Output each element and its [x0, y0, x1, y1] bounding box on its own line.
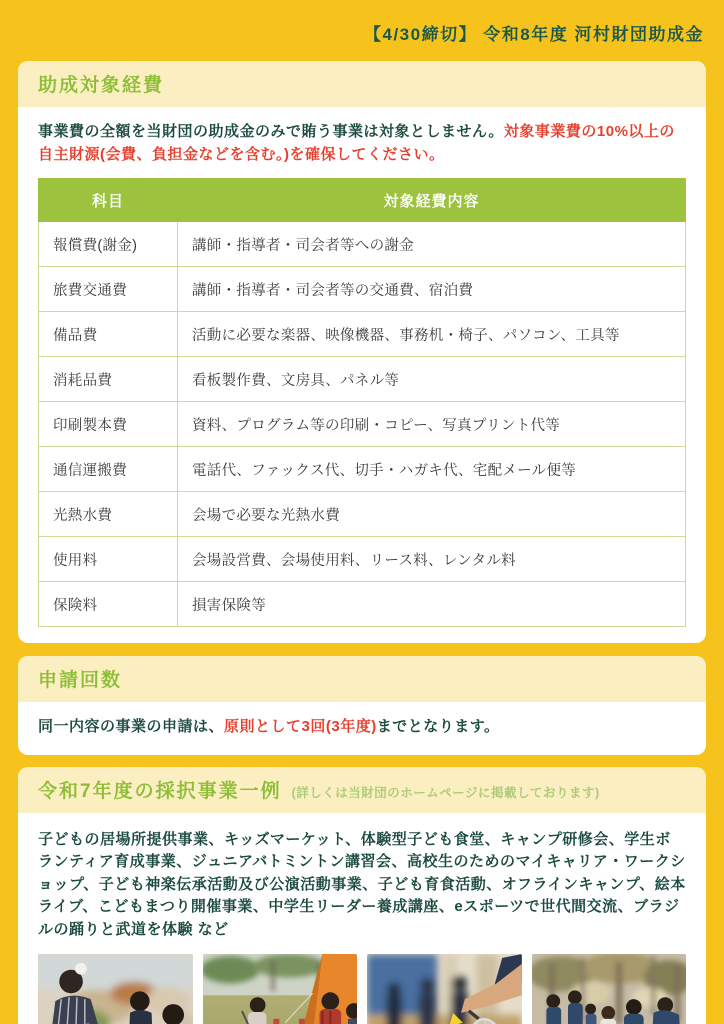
badminton-illustration [367, 954, 522, 1024]
section-expenses-body [18, 107, 706, 643]
examples-note: (詳しくは当財団のホームページに掲載しております) [291, 785, 600, 800]
section-heading-expenses: 助成対象経費 [38, 75, 165, 96]
photo-kids-market [38, 954, 193, 1024]
park-event-illustration [532, 954, 687, 1024]
cell-details: 講師・指導者・司会者等への謝金 [178, 222, 686, 267]
table-row [39, 537, 686, 582]
applications-text-after: までとなります。 [376, 718, 500, 735]
table-row [39, 222, 686, 267]
cell-subject: 旅費交通費 [39, 267, 178, 312]
cell-subject: 保険料 [39, 582, 178, 627]
camping-illustration [203, 954, 358, 1024]
table-header-row [39, 179, 686, 222]
intro-normal-text: 事業費の全額を当財団の助成金のみで賄う事業は対象としません。 [38, 123, 504, 140]
cell-details: 電話代、ファックス代、切手・ハガキ代、宅配メール便等 [178, 447, 686, 492]
cell-details: 講師・指導者・司会者等の交通費、宿泊費 [178, 267, 686, 312]
table-row [39, 312, 686, 357]
cell-details: 損害保険等 [178, 582, 686, 627]
section-heading-examples: 令和7年度の採択事業一例 [38, 780, 282, 802]
examples-list-text: 子どもの居場所提供事業、キッズマーケット、体験型子ども食堂、キャンプ研修会、学生ボランティア育成事業、ジュニアバトミントン講習会、高校生のためのマイキャリア・ワークショップ、子ども神楽伝承活動及び公演活動事業、子ども育食活動、オフラインキャンプ、絵本ライブ、こどもまつり開催事業、中学生リーダー養成講座、eスポーツで世代間交流、ブラジルの踊りと武道を体験 など [38, 830, 686, 938]
cell-subject: 光熱水費 [39, 492, 178, 537]
section-heading-applications: 申請回数 [38, 670, 123, 691]
photo-row [38, 954, 686, 1024]
cell-details: 会場設営費、会場使用料、リース料、レンタル料 [178, 537, 686, 582]
cell-details: 会場で必要な光熱水費 [178, 492, 686, 537]
table-row [39, 357, 686, 402]
section-heading-band [18, 767, 706, 813]
table-row [39, 447, 686, 492]
table-row [39, 402, 686, 447]
section-adopted-examples [18, 767, 706, 1024]
cell-subject: 報償費(謝金) [39, 222, 178, 267]
cell-subject: 通信運搬費 [39, 447, 178, 492]
column-header-subject: 科目 [39, 179, 178, 222]
page-title: 【4/30締切】 令和8年度 河村財団助成金 [364, 25, 704, 44]
section-application-count [18, 656, 706, 755]
table-row [39, 582, 686, 627]
section-examples-body [18, 813, 706, 1024]
table-row [39, 267, 686, 312]
kids-market-illustration [38, 954, 193, 1024]
photo-badminton [367, 954, 522, 1024]
cell-subject: 消耗品費 [39, 357, 178, 402]
applications-text-before: 同一内容の事業の申請は、 [38, 718, 225, 735]
cell-subject: 備品費 [39, 312, 178, 357]
cell-details: 活動に必要な楽器、映像機器、事務机・椅子、パソコン、工具等 [178, 312, 686, 357]
cell-subject: 印刷製本費 [39, 402, 178, 447]
table-row [39, 492, 686, 537]
section-heading-band [18, 61, 706, 107]
section-applications-body [18, 702, 706, 755]
expenses-intro [38, 121, 686, 166]
photo-camping [203, 954, 358, 1024]
intro-warning-text: 対象事業費の10%以上の自主財源(会費、負担金などを含む。)を確保してください。 [38, 123, 675, 163]
section-eligible-expenses [18, 61, 706, 643]
applications-text [38, 716, 686, 739]
section-heading-band [18, 656, 706, 702]
photo-park-event [532, 954, 687, 1024]
cell-details: 資料、プログラム等の印刷・コピー、写真プリント代等 [178, 402, 686, 447]
cell-details: 看板製作費、文房具、パネル等 [178, 357, 686, 402]
applications-text-highlight: 原則として3回(3年度) [224, 718, 377, 735]
expenses-table [38, 178, 686, 627]
column-header-details: 対象経費内容 [178, 179, 686, 222]
cell-subject: 使用料 [39, 537, 178, 582]
